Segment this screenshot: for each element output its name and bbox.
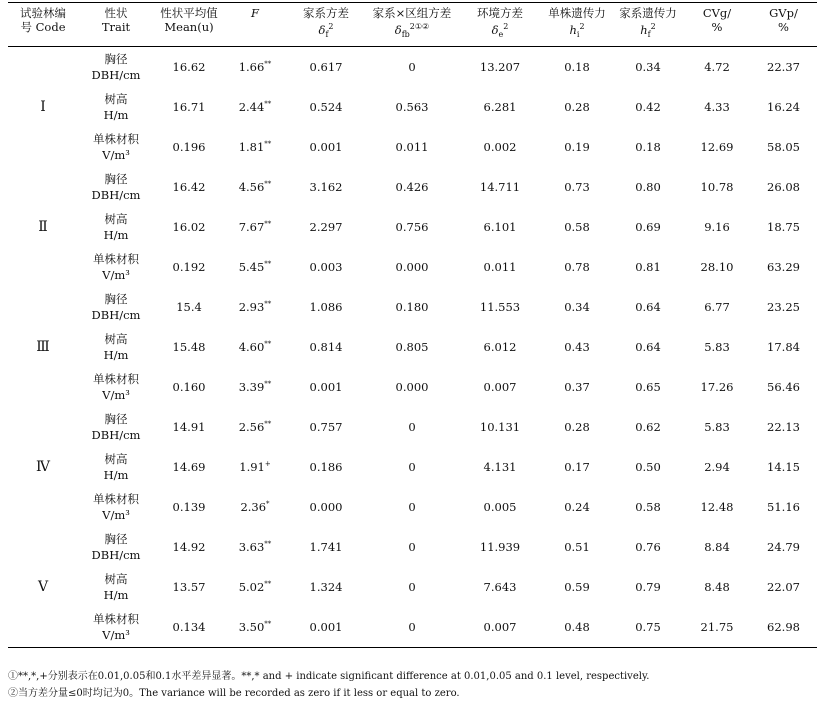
single-heritability-cell: 0.59 (564, 580, 590, 595)
f-cell (224, 527, 286, 567)
site-code: Ⅳ (36, 459, 50, 476)
family-variance-cell: 0.186 (309, 460, 343, 475)
trait-name-en: H/m (103, 228, 129, 243)
single-heritability-cell: 0.51 (564, 540, 590, 555)
family-variance-cell: 0.001 (309, 620, 343, 635)
f-value: 5.45 (238, 260, 265, 275)
trait-cell (78, 247, 154, 287)
family-block-variance-cell: 0.563 (395, 100, 429, 115)
f-value: 3.50 (238, 620, 265, 635)
single-heritability-cell: 0.18 (564, 60, 590, 75)
trait-name-en: H/m (103, 468, 129, 483)
table-row (8, 327, 817, 367)
trait-name-cn: 单株材积 (93, 252, 139, 267)
family-block-variance-cell: 0 (408, 420, 416, 435)
f-cell (224, 447, 286, 487)
col-gvp-header: GVp/ % (769, 6, 798, 34)
f-cell (224, 127, 286, 167)
footnote-2: ②当方差分量≤0时均记为0。The variance will be recorded as zero if it less or equal to zero. (8, 688, 460, 699)
trait-name-cn: 单株材积 (93, 492, 139, 507)
f-cell (224, 287, 286, 327)
cvg-cell: 28.10 (700, 260, 734, 275)
family-variance-cell: 0.003 (309, 260, 343, 275)
gvp-cell: 56.46 (767, 380, 800, 395)
single-heritability-cell: 0.28 (564, 420, 590, 435)
significance-mark: ** (264, 340, 272, 349)
f-value: 2.56 (238, 420, 265, 435)
gvp-cell: 16.24 (767, 100, 800, 115)
environment-variance-cell: 11.939 (479, 540, 521, 555)
table-footnotes (8, 668, 817, 702)
family-block-variance-cell: 0.426 (395, 180, 429, 195)
gvp-cell: 26.08 (767, 180, 800, 195)
trait-name-cn: 树高 (104, 332, 128, 347)
table-row (8, 567, 817, 607)
single-heritability-cell: 0.43 (564, 340, 590, 355)
table-row (8, 527, 817, 567)
cvg-cell: 12.48 (700, 500, 734, 515)
table-row (8, 167, 817, 207)
family-block-variance-cell: 0.756 (395, 220, 429, 235)
family-block-variance-cell: 0 (408, 460, 416, 475)
cvg-cell: 4.33 (704, 100, 730, 115)
environment-variance-cell: 0.011 (483, 260, 517, 275)
trait-name-en: V/m³ (102, 388, 130, 403)
genetic-parameter-table (8, 2, 817, 648)
family-heritability-cell: 0.80 (635, 180, 661, 195)
trait-name-cn: 单株材积 (93, 612, 139, 627)
family-heritability-cell: 0.18 (635, 140, 661, 155)
trait-cell (78, 367, 154, 407)
col-site-header: 试验林编 号 Code (20, 6, 66, 34)
family-block-variance-cell: 0.180 (395, 300, 429, 315)
trait-name-en: DBH/cm (91, 308, 141, 323)
trait-cell (78, 327, 154, 367)
environment-variance-cell: 7.643 (483, 580, 517, 595)
single-heritability-cell: 0.24 (564, 500, 590, 515)
family-block-variance-cell: 0 (408, 580, 416, 595)
table-row (8, 287, 817, 327)
cvg-cell: 8.84 (704, 540, 730, 555)
trait-cell (78, 527, 154, 567)
cvg-cell: 8.48 (704, 580, 730, 595)
f-cell (224, 367, 286, 407)
trait-name-cn: 单株材积 (93, 132, 139, 147)
mean-cell: 15.48 (172, 340, 206, 355)
f-cell (224, 487, 286, 527)
trait-name-cn: 胸径 (104, 52, 128, 67)
family-heritability-cell: 0.69 (635, 220, 661, 235)
trait-name-en: DBH/cm (91, 68, 141, 83)
significance-mark: ** (264, 180, 272, 189)
family-heritability-cell: 0.42 (635, 100, 661, 115)
cvg-cell: 17.26 (700, 380, 734, 395)
mean-cell: 16.02 (172, 220, 206, 235)
f-cell (224, 167, 286, 207)
family-block-variance-cell: 0.011 (395, 140, 429, 155)
gvp-cell: 24.79 (767, 540, 800, 555)
mean-cell: 0.160 (172, 380, 206, 395)
gvp-cell: 22.07 (767, 580, 800, 595)
family-heritability-cell: 0.34 (635, 60, 661, 75)
col-mean-header: 性状平均值 Mean(u) (160, 6, 218, 34)
single-heritability-cell: 0.58 (564, 220, 590, 235)
table-row (8, 487, 817, 527)
mean-cell: 0.196 (172, 140, 206, 155)
gvp-cell: 18.75 (767, 220, 800, 235)
trait-name-en: V/m³ (102, 508, 130, 523)
family-heritability-cell: 0.76 (635, 540, 661, 555)
table-row (8, 407, 817, 447)
gvp-cell: 58.05 (767, 140, 800, 155)
col-family-var-header: 家系方差 $\delta_f^2$ (303, 6, 349, 40)
environment-variance-cell: 0.007 (483, 620, 517, 635)
col-f-header: F (251, 6, 259, 20)
significance-mark: + (264, 460, 271, 469)
environment-variance-cell: 10.131 (479, 420, 521, 435)
family-heritability-cell: 0.81 (635, 260, 661, 275)
f-value: 3.39 (238, 380, 265, 395)
trait-cell (78, 87, 154, 127)
f-cell (224, 247, 286, 287)
gvp-cell: 62.98 (767, 620, 800, 635)
trait-name-cn: 单株材积 (93, 372, 139, 387)
f-value: 7.67 (238, 220, 265, 235)
table-row (8, 367, 817, 407)
cvg-cell: 5.83 (704, 420, 730, 435)
table-row (8, 607, 817, 648)
gvp-cell: 51.16 (767, 500, 800, 515)
f-value: 4.60 (238, 340, 265, 355)
environment-variance-cell: 13.207 (479, 60, 521, 75)
significance-mark: ** (264, 100, 272, 109)
mean-cell: 14.92 (172, 540, 206, 555)
environment-variance-cell: 6.101 (483, 220, 517, 235)
mean-cell: 0.192 (172, 260, 206, 275)
trait-name-cn: 胸径 (104, 292, 128, 307)
significance-mark: ** (264, 60, 272, 69)
cvg-cell: 5.83 (704, 340, 730, 355)
family-heritability-cell: 0.64 (635, 340, 661, 355)
site-code: Ⅴ (37, 579, 49, 596)
trait-name-cn: 树高 (104, 572, 128, 587)
trait-name-en: V/m³ (102, 148, 130, 163)
f-cell (224, 567, 286, 607)
col-single-heritability-header: 单株遗传力 $h_i^2$ (548, 6, 606, 40)
mean-cell: 14.91 (172, 420, 206, 435)
trait-name-cn: 树高 (104, 212, 128, 227)
col-family-heritability-header: 家系遗传力 $h_f^2$ (619, 6, 677, 40)
f-value: 2.93 (238, 300, 265, 315)
gvp-cell: 22.37 (767, 60, 800, 75)
family-heritability-cell: 0.64 (635, 300, 661, 315)
table-row (8, 247, 817, 287)
environment-variance-cell: 11.553 (479, 300, 521, 315)
environment-variance-cell: 6.012 (483, 340, 517, 355)
family-variance-cell: 0.617 (309, 60, 343, 75)
family-block-variance-cell: 0 (408, 620, 416, 635)
cvg-cell: 2.94 (704, 460, 730, 475)
trait-name-en: DBH/cm (91, 428, 141, 443)
f-value: 1.66 (238, 60, 265, 75)
table-body (8, 47, 817, 648)
single-heritability-cell: 0.73 (564, 180, 590, 195)
significance-mark: ** (264, 140, 272, 149)
trait-cell (78, 127, 154, 167)
f-cell (224, 47, 286, 88)
trait-cell (78, 287, 154, 327)
mean-cell: 14.69 (172, 460, 206, 475)
f-cell (224, 87, 286, 127)
site-code: Ⅱ (38, 219, 48, 236)
trait-name-cn: 胸径 (104, 172, 128, 187)
environment-variance-cell: 0.002 (483, 140, 517, 155)
footnote-1: ①**,*,+分别表示在0.01,0.05和0.1水平差异显著。**,* and + indicate significant difference at 0.01,0.05 and 0.1 level, respectively. (8, 671, 650, 682)
trait-cell (78, 207, 154, 247)
trait-name-cn: 树高 (104, 452, 128, 467)
family-block-variance-cell: 0 (408, 540, 416, 555)
family-block-variance-cell: 0.000 (395, 260, 429, 275)
trait-name-en: H/m (103, 588, 129, 603)
f-value: 1.81 (238, 140, 265, 155)
family-heritability-cell: 0.62 (635, 420, 661, 435)
trait-name-cn: 胸径 (104, 532, 128, 547)
family-variance-cell: 1.086 (309, 300, 343, 315)
family-block-variance-cell: 0 (408, 60, 416, 75)
f-value: 4.56 (238, 180, 265, 195)
header-row (8, 3, 817, 47)
single-heritability-cell: 0.78 (564, 260, 590, 275)
col-family-block-var-header: 家系×区组方差 $\delta_{fb}^{2①②}$ (372, 6, 452, 40)
family-heritability-cell: 0.50 (635, 460, 661, 475)
cvg-cell: 12.69 (700, 140, 734, 155)
environment-variance-cell: 14.711 (479, 180, 521, 195)
mean-cell: 16.62 (172, 60, 206, 75)
trait-name-cn: 胸径 (104, 412, 128, 427)
environment-variance-cell: 0.007 (483, 380, 517, 395)
table-row (8, 207, 817, 247)
family-heritability-cell: 0.79 (635, 580, 661, 595)
family-block-variance-cell: 0.805 (395, 340, 429, 355)
f-cell (224, 207, 286, 247)
table-row (8, 87, 817, 127)
trait-cell (78, 407, 154, 447)
cvg-cell: 4.72 (704, 60, 730, 75)
mean-cell: 16.71 (172, 100, 206, 115)
environment-variance-cell: 0.005 (483, 500, 517, 515)
trait-cell (78, 47, 154, 88)
trait-name-en: V/m³ (102, 628, 130, 643)
cvg-cell: 10.78 (700, 180, 734, 195)
f-value: 2.44 (238, 100, 265, 115)
family-variance-cell: 0.757 (309, 420, 343, 435)
family-variance-cell: 0.814 (309, 340, 343, 355)
mean-cell: 15.4 (176, 300, 202, 315)
trait-name-en: DBH/cm (91, 188, 141, 203)
family-heritability-cell: 0.65 (635, 380, 661, 395)
single-heritability-cell: 0.28 (564, 100, 590, 115)
single-heritability-cell: 0.34 (564, 300, 590, 315)
gvp-cell: 17.84 (767, 340, 800, 355)
significance-mark: ** (264, 300, 272, 309)
trait-name-en: H/m (103, 348, 129, 363)
single-heritability-cell: 0.37 (564, 380, 590, 395)
significance-mark: ** (264, 220, 272, 229)
mean-cell: 13.57 (172, 580, 206, 595)
trait-cell (78, 607, 154, 648)
environment-variance-cell: 6.281 (483, 100, 517, 115)
cvg-cell: 21.75 (700, 620, 734, 635)
trait-cell (78, 167, 154, 207)
table-row (8, 127, 817, 167)
family-variance-cell: 0.000 (309, 500, 343, 515)
f-value: 2.36 (240, 500, 267, 515)
trait-name-cn: 树高 (104, 92, 128, 107)
f-value: 5.02 (238, 580, 265, 595)
significance-mark: ** (264, 380, 272, 389)
trait-name-en: V/m³ (102, 268, 130, 283)
significance-mark: ** (264, 620, 272, 629)
family-variance-cell: 0.524 (309, 100, 343, 115)
site-code: Ⅲ (36, 339, 50, 356)
family-block-variance-cell: 0.000 (395, 380, 429, 395)
col-env-var-header: 环境方差 $\delta_e^2$ (477, 6, 523, 40)
mean-cell: 0.134 (172, 620, 206, 635)
site-code: Ⅰ (40, 99, 46, 116)
family-variance-cell: 1.324 (309, 580, 343, 595)
environment-variance-cell: 4.131 (483, 460, 517, 475)
cvg-cell: 9.16 (704, 220, 730, 235)
gvp-cell: 14.15 (767, 460, 800, 475)
significance-mark: * (266, 500, 270, 509)
mean-cell: 0.139 (172, 500, 206, 515)
single-heritability-cell: 0.17 (564, 460, 590, 475)
trait-name-en: H/m (103, 108, 129, 123)
significance-mark: ** (264, 260, 272, 269)
single-heritability-cell: 0.48 (564, 620, 590, 635)
table-row (8, 47, 817, 88)
significance-mark: ** (264, 420, 272, 429)
family-variance-cell: 2.297 (309, 220, 343, 235)
trait-cell (78, 567, 154, 607)
gvp-cell: 22.13 (767, 420, 800, 435)
mean-cell: 16.42 (172, 180, 206, 195)
trait-cell (78, 447, 154, 487)
f-cell (224, 407, 286, 447)
significance-mark: ** (264, 540, 272, 549)
trait-name-en: DBH/cm (91, 548, 141, 563)
family-heritability-cell: 0.58 (635, 500, 661, 515)
significance-mark: ** (264, 580, 272, 589)
family-variance-cell: 1.741 (309, 540, 343, 555)
family-variance-cell: 3.162 (309, 180, 343, 195)
f-value: 1.91 (239, 460, 265, 475)
family-block-variance-cell: 0 (408, 500, 416, 515)
family-heritability-cell: 0.75 (635, 620, 661, 635)
family-variance-cell: 0.001 (309, 140, 343, 155)
gvp-cell: 63.29 (767, 260, 800, 275)
table-row (8, 447, 817, 487)
gvp-cell: 23.25 (767, 300, 800, 315)
trait-cell (78, 487, 154, 527)
f-value: 3.63 (238, 540, 265, 555)
family-variance-cell: 0.001 (309, 380, 343, 395)
col-trait-header: 性状 Trait (101, 6, 131, 34)
cvg-cell: 6.77 (704, 300, 730, 315)
f-cell (224, 327, 286, 367)
single-heritability-cell: 0.19 (564, 140, 590, 155)
col-cvg-header: CVg/ % (702, 6, 732, 34)
f-cell (224, 607, 286, 648)
